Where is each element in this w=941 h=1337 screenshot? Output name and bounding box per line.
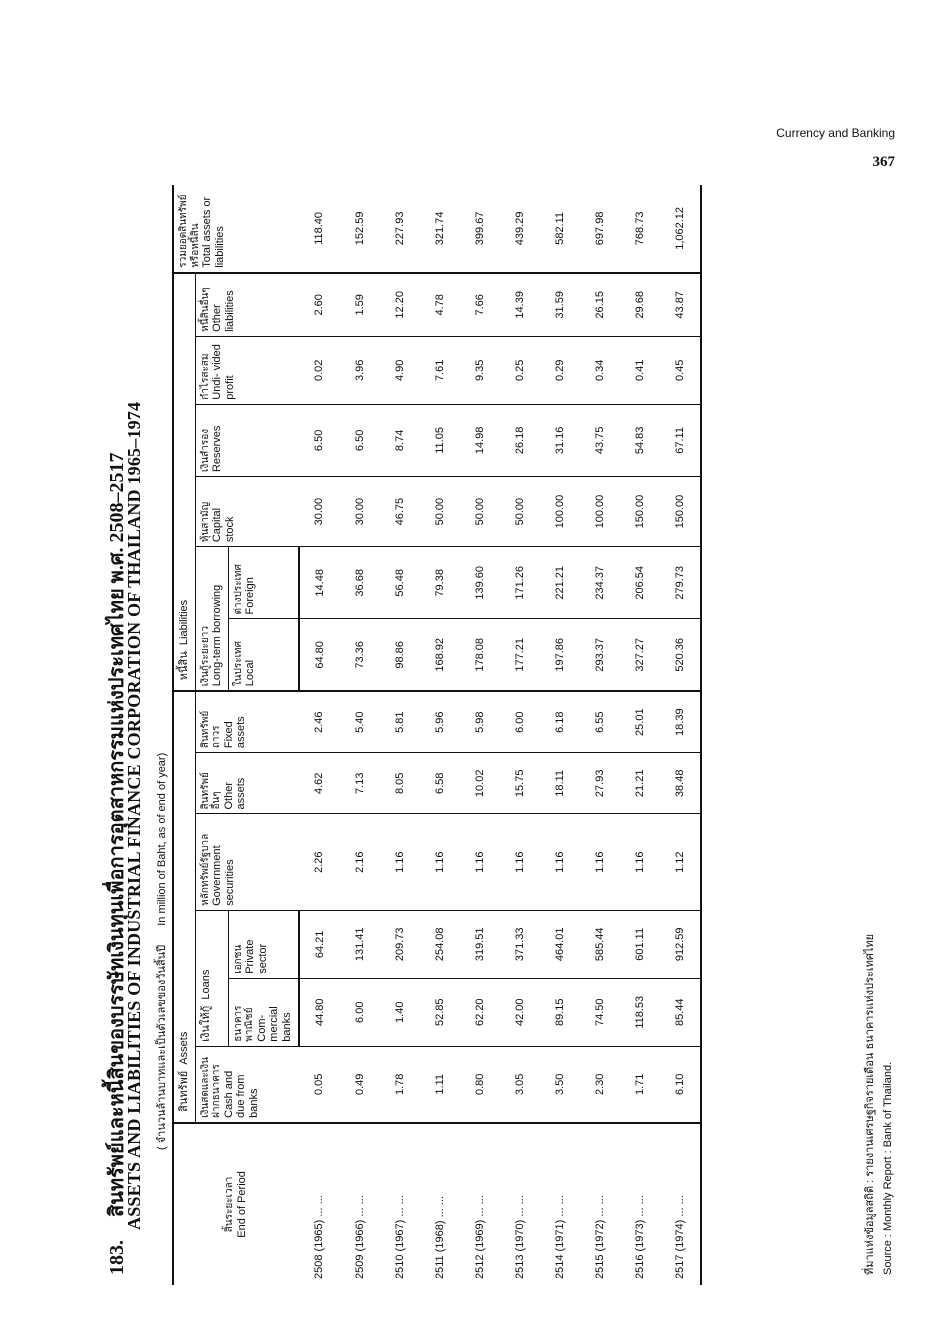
cell-cash: 6.10 xyxy=(660,1046,701,1123)
assets-en: Assets xyxy=(178,1031,190,1065)
cell-cash: 1.78 xyxy=(380,1046,420,1123)
cell-cash: 2.30 xyxy=(580,1046,620,1123)
cell-private: 209.73 xyxy=(380,910,420,978)
period-header-th: สิ้นระยะเวลา xyxy=(224,1176,236,1233)
cell-period: 2514 (1971) ... ... xyxy=(553,1195,566,1279)
cell-foreign: 36.68 xyxy=(340,547,380,619)
cell-fixed: 6.55 xyxy=(580,691,620,752)
cell-otherliab: 29.68 xyxy=(620,273,660,337)
otherassets-en: Other assets xyxy=(222,777,248,810)
cell-fixed: 5.98 xyxy=(460,691,500,752)
cell-otherassets: 21.21 xyxy=(620,753,660,814)
cell-cash: 3.50 xyxy=(540,1046,580,1123)
cell-undivided: 0.25 xyxy=(500,336,540,404)
cell-otherassets: 38.48 xyxy=(660,753,701,814)
cell-local: 197.86 xyxy=(540,619,580,691)
ltb-th: เงินกู้ระยะยาว xyxy=(199,625,211,687)
cell-total: 227.93 xyxy=(380,185,420,273)
cell-local: 168.92 xyxy=(420,619,460,691)
reserves-header xyxy=(195,404,299,476)
cell-period: 2513 (1970) ... ... xyxy=(513,1195,526,1279)
cell-commercial: 44.80 xyxy=(299,978,340,1046)
cell-foreign: 234.37 xyxy=(580,547,620,619)
cell-otherassets: 27.93 xyxy=(580,753,620,814)
cell-otherliab: 43.87 xyxy=(660,273,701,337)
liabilities-group-header xyxy=(173,273,195,691)
cell-otherliab: 31.59 xyxy=(540,273,580,337)
source-note xyxy=(860,934,898,1275)
cell-total: 582.11 xyxy=(540,185,580,273)
cell-govsec: 2.26 xyxy=(299,814,340,910)
cell-undivided: 0.02 xyxy=(299,336,340,404)
cell-local: 177.21 xyxy=(500,619,540,691)
cell-otherassets: 18.11 xyxy=(540,753,580,814)
cell-private: 601.11 xyxy=(620,910,660,978)
cell-period: 2509 (1966) ... ... xyxy=(353,1195,366,1279)
cell-otherassets: 4.62 xyxy=(299,753,340,814)
cell-capital: 100.00 xyxy=(580,477,620,547)
cell-commercial: 1.40 xyxy=(380,978,420,1046)
table-row xyxy=(340,185,380,1285)
cell-cash: 1.11 xyxy=(420,1046,460,1123)
table-row xyxy=(299,185,340,1285)
private-header xyxy=(228,910,298,978)
cell-reserves: 54.83 xyxy=(620,404,660,476)
cell-foreign: 221.21 xyxy=(540,547,580,619)
cell-cash: 0.80 xyxy=(460,1046,500,1123)
table-row xyxy=(540,185,580,1285)
cell-govsec: 1.12 xyxy=(660,814,701,910)
private-th: เอกชน xyxy=(232,944,244,974)
cell-otherliab: 26.15 xyxy=(580,273,620,337)
undivided-header xyxy=(195,336,299,404)
cell-undivided: 0.41 xyxy=(620,336,660,404)
cell-otherassets: 8.05 xyxy=(380,753,420,814)
cell-foreign: 79.38 xyxy=(420,547,460,619)
section-name: Currency and Banking xyxy=(776,126,895,140)
cell-private: 131.41 xyxy=(340,910,380,978)
cell-otherliab: 12.20 xyxy=(380,273,420,337)
govsec-header xyxy=(195,814,299,910)
cell-total: 768.73 xyxy=(620,185,660,273)
cell-total: 152.59 xyxy=(340,185,380,273)
table-row xyxy=(460,185,500,1285)
title-thai-text: สินทรัพย์และหนี้สินของบรรษัทเงินทุนเพื่อการอุตสาหกรรมแห่งประเทศไทย พ.ศ. 2508–2517 xyxy=(106,452,128,1217)
source-thai: ที่มาแห่งข้อมูลสถิติ : รายงานเศรษฐกิจรายเดือน ธนาคารแห่งประเทศไทย xyxy=(864,933,876,1275)
assets-group-header xyxy=(173,691,195,1123)
fixed-header xyxy=(195,691,299,752)
cell-period: 2510 (1967) ... ... xyxy=(393,1195,406,1279)
cell-foreign: 14.48 xyxy=(299,547,340,619)
cell-cash: 1.71 xyxy=(620,1046,660,1123)
cell-undivided: 9.35 xyxy=(460,336,500,404)
total-header xyxy=(173,185,299,273)
table-row xyxy=(380,185,420,1285)
govsec-en: Government securities xyxy=(211,845,236,906)
undivided-th: กำไรสะสม xyxy=(199,353,211,400)
cell-reserves: 11.05 xyxy=(420,404,460,476)
local-header xyxy=(228,619,298,691)
govsec-th: หลักทรัพย์รัฐบาล xyxy=(199,833,211,906)
cell-govsec: 2.16 xyxy=(340,814,380,910)
table-row xyxy=(420,185,460,1285)
cell-private: 64.21 xyxy=(299,910,340,978)
cell-foreign: 279.73 xyxy=(660,547,701,619)
cell-private: 254.08 xyxy=(420,910,460,978)
cell-commercial: 6.00 xyxy=(340,978,380,1046)
ltb-header xyxy=(195,547,228,692)
cell-private: 464.01 xyxy=(540,910,580,978)
cell-undivided: 0.29 xyxy=(540,336,580,404)
cell-total: 439.29 xyxy=(500,185,540,273)
commercial-en: Com- mercial banks xyxy=(255,1006,294,1042)
otherassets-th: สินทรัพย์อื่นๆ xyxy=(199,772,223,810)
loans-header xyxy=(195,910,228,1046)
table-row xyxy=(500,185,540,1285)
cell-total: 1,062.12 xyxy=(660,185,701,273)
cell-reserves: 8.74 xyxy=(380,404,420,476)
table-title-english: ASSETS AND LIABILITIES OF INDUSTRIAL FINANCE CORPORATION OF THAILAND 1965–1974 xyxy=(124,401,144,1230)
cell-period: 2516 (1973) ... ... xyxy=(633,1195,646,1279)
cell-fixed: 5.40 xyxy=(340,691,380,752)
cell-total: 118.40 xyxy=(299,185,340,273)
capital-th: หุ้นสามัญ xyxy=(199,501,211,543)
cell-local: 73.36 xyxy=(340,619,380,691)
cell-reserves: 26.18 xyxy=(500,404,540,476)
cell-private: 319.51 xyxy=(460,910,500,978)
commercial-th: ธนาคารพาณิชย์ xyxy=(232,1005,256,1042)
cell-fixed: 18.39 xyxy=(660,691,701,752)
capital-header xyxy=(195,477,299,547)
loans-en: Loans xyxy=(199,969,212,1000)
cell-capital: 150.00 xyxy=(660,477,701,547)
foreign-en: Foreign xyxy=(244,577,257,615)
cell-period: 2517 (1974) ... ... xyxy=(660,1123,701,1285)
otherliab-th: หนี้สินอื่นๆ xyxy=(199,287,211,332)
local-en: Local xyxy=(244,659,257,687)
cell-govsec: 1.16 xyxy=(420,814,460,910)
assets-th: สินทรัพย์ xyxy=(178,1070,190,1112)
cell-fixed: 5.96 xyxy=(420,691,460,752)
cell-otherliab: 2.60 xyxy=(299,273,340,337)
capital-en: Capital stock xyxy=(211,507,236,543)
cell-govsec: 1.16 xyxy=(380,814,420,910)
cell-local: 98.86 xyxy=(380,619,420,691)
cell-commercial: 62.20 xyxy=(460,978,500,1046)
cell-govsec: 1.16 xyxy=(500,814,540,910)
cell-capital: 46.75 xyxy=(380,477,420,547)
cash-en: Cash and due from banks xyxy=(222,1070,260,1118)
cell-commercial: 85.44 xyxy=(660,978,701,1046)
cell-reserves: 43.75 xyxy=(580,404,620,476)
cell-private: 912.59 xyxy=(660,910,701,978)
liabilities-en: Liabilities xyxy=(178,599,190,646)
cell-local: 178.08 xyxy=(460,619,500,691)
fixed-th: สินทรัพย์ถาวร xyxy=(199,710,223,749)
cell-total: 697.98 xyxy=(580,185,620,273)
liabilities-th: หนี้สิน xyxy=(178,651,190,681)
reserves-th: เงินสำรอง xyxy=(199,428,211,473)
cell-commercial: 52.85 xyxy=(420,978,460,1046)
cell-govsec: 1.16 xyxy=(580,814,620,910)
cell-govsec: 1.16 xyxy=(460,814,500,910)
cell-local: 327.27 xyxy=(620,619,660,691)
cell-commercial: 74.50 xyxy=(580,978,620,1046)
cell-foreign: 56.48 xyxy=(380,547,420,619)
cell-capital: 50.00 xyxy=(460,477,500,547)
total-en: Total assets or liabilities xyxy=(201,196,226,268)
table-row xyxy=(620,185,660,1285)
cell-reserves: 6.50 xyxy=(299,404,340,476)
cell-reserves: 6.50 xyxy=(340,404,380,476)
cell-capital: 150.00 xyxy=(620,477,660,547)
cell-period: 2515 (1972) ... ... xyxy=(593,1195,606,1279)
cell-period: 2511 (1968) ... ... xyxy=(433,1196,446,1279)
cell-undivided: 7.61 xyxy=(420,336,460,404)
table-subtitle xyxy=(152,753,170,1150)
cell-private: 371.33 xyxy=(500,910,540,978)
cell-reserves: 14.98 xyxy=(460,404,500,476)
ltb-en: Long-term borrowing xyxy=(211,584,224,687)
cell-fixed: 6.00 xyxy=(500,691,540,752)
cell-private: 585.44 xyxy=(580,910,620,978)
cell-period: 2512 (1969) ... ... xyxy=(473,1195,486,1279)
cell-commercial: 89.15 xyxy=(540,978,580,1046)
cell-capital: 30.00 xyxy=(340,477,380,547)
undivided-en: Undi- vided profit xyxy=(211,344,236,400)
cell-fixed: 6.18 xyxy=(540,691,580,752)
cell-otherassets: 7.13 xyxy=(340,753,380,814)
cell-capital: 50.00 xyxy=(500,477,540,547)
cell-local: 520.36 xyxy=(660,619,701,691)
assets-liabilities-table xyxy=(172,185,702,1285)
cell-commercial: 42.00 xyxy=(500,978,540,1046)
cell-foreign: 171.26 xyxy=(500,547,540,619)
cell-local: 64.80 xyxy=(299,619,340,691)
cell-reserves: 67.11 xyxy=(660,404,701,476)
commercial-header xyxy=(228,978,298,1046)
reserves-en: Reserves xyxy=(211,425,224,473)
otherassets-header xyxy=(195,753,299,814)
cell-fixed: 25.01 xyxy=(620,691,660,752)
cash-th: เงินสดและเงินฝากธนาคาร xyxy=(199,1057,223,1118)
table-row xyxy=(660,185,701,1285)
private-en: Private sector xyxy=(244,939,269,974)
cell-capital: 50.00 xyxy=(420,477,460,547)
cell-govsec: 1.16 xyxy=(620,814,660,910)
cell-fixed: 2.46 xyxy=(299,691,340,752)
cell-otherassets: 6.58 xyxy=(420,753,460,814)
cell-foreign: 206.54 xyxy=(620,547,660,619)
foreign-th: ต่างประเทศ xyxy=(232,563,244,615)
cell-otherassets: 15.75 xyxy=(500,753,540,814)
cell-fixed: 5.81 xyxy=(380,691,420,752)
cell-period: 2508 (1965) ... ... xyxy=(313,1195,326,1279)
total-th: รวมยอดสินทรัพย์หรือหนี้สิน xyxy=(178,194,201,268)
cell-undivided: 4.90 xyxy=(380,336,420,404)
cell-capital: 100.00 xyxy=(540,477,580,547)
cell-commercial: 118.53 xyxy=(620,978,660,1046)
cell-capital: 30.00 xyxy=(299,477,340,547)
cash-header xyxy=(195,1046,299,1123)
cell-cash: 0.49 xyxy=(340,1046,380,1123)
loans-th: เงินให้กู้ xyxy=(199,1005,212,1042)
subtitle-thai: ( จำนวนล้านบาทและเป็นตัวเลขของวันสิ้นปี xyxy=(156,944,168,1150)
cell-govsec: 1.16 xyxy=(540,814,580,910)
cell-otherliab: 14.39 xyxy=(500,273,540,337)
cell-otherliab: 7.66 xyxy=(460,273,500,337)
cell-total: 399.67 xyxy=(460,185,500,273)
cell-otherliab: 1.59 xyxy=(340,273,380,337)
cell-foreign: 139.60 xyxy=(460,547,500,619)
cell-undivided: 3.96 xyxy=(340,336,380,404)
source-english: Source : Monthly Report : Bank of Thailand. xyxy=(882,1061,894,1275)
cell-reserves: 31.16 xyxy=(540,404,580,476)
cell-otherliab: 4.78 xyxy=(420,273,460,337)
cell-undivided: 0.45 xyxy=(660,336,701,404)
fixed-en: Fixed assets xyxy=(222,716,248,749)
cell-cash: 3.05 xyxy=(500,1046,540,1123)
period-header-en: End of Period xyxy=(235,1171,248,1238)
period-header xyxy=(173,1123,299,1285)
table-row xyxy=(580,185,620,1285)
otherliab-en: Other liabilities xyxy=(211,290,236,332)
otherliab-header xyxy=(195,273,299,337)
table-body xyxy=(299,185,701,1285)
cell-total: 321.74 xyxy=(420,185,460,273)
cell-cash: 0.05 xyxy=(299,1046,340,1123)
subtitle-english: In million of Baht, as of end of year) xyxy=(156,752,168,926)
cell-otherassets: 10.02 xyxy=(460,753,500,814)
page-number: 367 xyxy=(872,154,895,170)
foreign-header xyxy=(228,547,298,619)
rotated-table-page xyxy=(60,85,910,1285)
local-th: ในประเทศ xyxy=(232,641,244,687)
cell-undivided: 0.34 xyxy=(580,336,620,404)
data-table-wrapper xyxy=(172,185,702,1285)
cell-local: 293.37 xyxy=(580,619,620,691)
table-number: 183. xyxy=(106,1240,128,1275)
